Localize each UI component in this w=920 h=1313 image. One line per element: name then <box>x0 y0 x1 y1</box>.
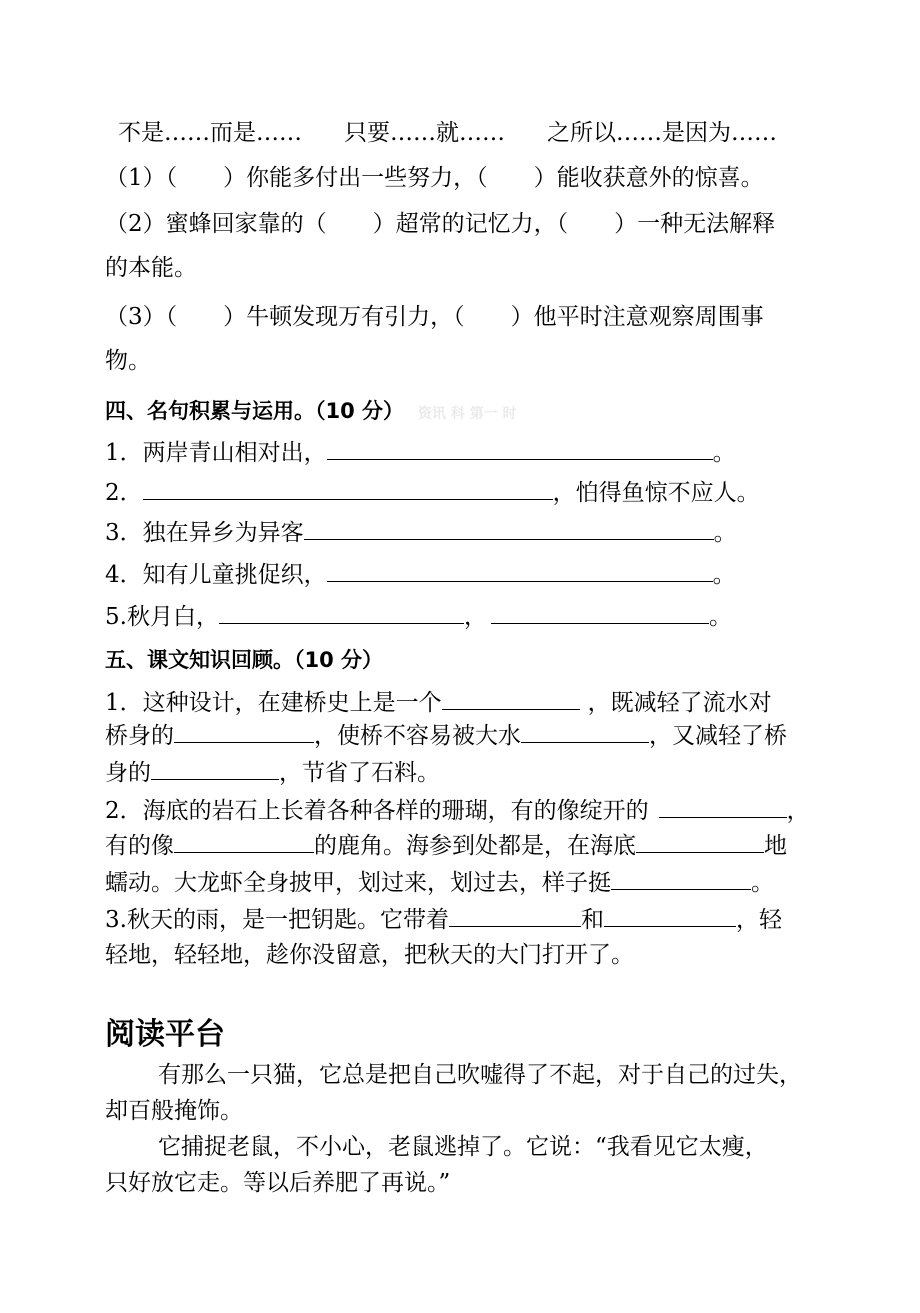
reading-paragraph-1-line-2: 却百般掩饰。 <box>105 1098 243 1124</box>
poem-item-2 <box>105 477 760 508</box>
section-heading: 四、名句积累与运用。（10 分） <box>105 399 405 423</box>
conj-question-2-cont: 的本能。 <box>105 255 197 281</box>
answer-blank[interactable] <box>174 830 314 853</box>
poem-text: 2． <box>105 480 143 506</box>
connective-option: 只要……就…… <box>344 120 505 146</box>
poem-text: 1．两岸青山相对出， <box>105 440 327 466</box>
question-text: ）一种无法解释 <box>614 211 776 237</box>
question-text: ）牛顿发现万有引力，（ <box>223 304 465 330</box>
answer-blank[interactable] <box>143 477 553 500</box>
review-text: 身的 <box>105 760 151 786</box>
review-text: ，节省了石料。 <box>279 760 440 786</box>
review-q2-line3 <box>105 867 774 898</box>
poem-text: 。 <box>712 440 736 466</box>
review-q1-line1 <box>105 687 772 718</box>
conj-question-3-cont: 物。 <box>105 348 151 374</box>
answer-blank[interactable] <box>219 601 464 624</box>
question-text: （1）（ <box>105 165 178 191</box>
review-text: 。 <box>751 870 774 896</box>
question-text: （3）（ <box>105 304 178 330</box>
review-text: 的鹿角。海参到处都是，在海底 <box>314 833 636 859</box>
poem-item-5 <box>105 601 732 632</box>
answer-blank[interactable] <box>327 437 713 460</box>
review-q1-line2 <box>105 720 787 751</box>
answer-blank[interactable] <box>659 795 787 818</box>
conj-question-2 <box>105 209 775 239</box>
answer-blank[interactable] <box>151 757 279 780</box>
answer-blank[interactable] <box>611 867 751 890</box>
answer-blank[interactable] <box>636 830 764 853</box>
conj-question-3 <box>105 302 764 332</box>
poem-text: 4．知有儿童挑促织， <box>105 562 327 588</box>
poem-item-3 <box>105 517 737 548</box>
review-q3-line1 <box>105 904 782 935</box>
question-text: （2）蜜蜂回家靠的（ <box>105 211 327 237</box>
answer-blank[interactable] <box>449 904 581 927</box>
review-text: ，既减轻了流水对 <box>587 690 772 716</box>
poem-text: 。 <box>713 520 737 546</box>
review-text: 桥身的 <box>105 723 174 749</box>
answer-blank[interactable] <box>521 720 649 743</box>
question-text: ）超常的记忆力，（ <box>372 211 569 237</box>
review-q1-line3 <box>105 757 440 788</box>
connective-option: 之所以……是因为…… <box>547 120 777 146</box>
review-q2-line2 <box>105 830 787 861</box>
review-text: 地 <box>764 833 787 859</box>
poem-text: ，怕得鱼惊不应人。 <box>552 480 760 506</box>
review-text: ， <box>786 798 810 824</box>
faint-watermark-text: 资讯 科 第一 时 <box>418 406 517 422</box>
review-text: ，又减轻了桥 <box>649 723 787 749</box>
section-4-heading <box>105 396 517 429</box>
reading-title: 阅读平台 <box>105 1017 225 1052</box>
connective-options <box>118 118 777 148</box>
question-text: ）你能多付出一些努力，（ <box>223 165 488 191</box>
review-text: ，轻 <box>735 907 782 933</box>
poem-text: ， <box>463 604 487 630</box>
poem-text: 。 <box>712 562 736 588</box>
review-text: 3.秋天的雨，是一把钥匙。它带着 <box>105 907 449 933</box>
connective-option: 不是……而是…… <box>118 120 302 146</box>
review-text: 蠕动。大龙虾全身披甲，划过来，划过去，样子挺 <box>105 870 611 896</box>
review-text: 2．海底的岩石上长着各种各样的珊瑚，有的像绽开的 <box>105 798 649 824</box>
answer-blank[interactable] <box>174 720 314 743</box>
poem-text: 3．独在异乡为异客 <box>105 520 304 546</box>
poem-text: 。 <box>708 604 732 630</box>
question-text: ）能收获意外的惊喜。 <box>533 165 764 191</box>
answer-blank[interactable] <box>442 687 580 710</box>
review-text: ，使桥不容易被大水 <box>314 723 521 749</box>
answer-blank[interactable] <box>491 601 709 624</box>
review-text: 有的像 <box>105 833 174 859</box>
answer-blank[interactable] <box>304 517 714 540</box>
answer-blank[interactable] <box>327 559 713 582</box>
poem-item-1 <box>105 437 736 468</box>
poem-item-4 <box>105 559 736 590</box>
reading-paragraph-2-line-2: 只好放它走。等以后养肥了再说。” <box>105 1170 451 1196</box>
conj-question-1 <box>105 163 764 193</box>
reading-paragraph-1-line-1: 有那么一只猫，它总是把自己吹嘘得了不起，对于自己的过失， <box>158 1062 802 1088</box>
section-5-heading: 五、课文知识回顾。（10 分） <box>105 648 384 672</box>
reading-paragraph-2-line-1: 它捕捉老鼠，不小心，老鼠逃掉了。它说：“我看见它太瘦， <box>158 1134 768 1160</box>
question-text: ）他平时注意观察周围事 <box>510 304 764 330</box>
review-q2-line1 <box>105 795 810 826</box>
review-q3-line2: 轻地，轻轻地，趁你没留意，把秋天的大门打开了。 <box>105 942 634 968</box>
review-text: 和 <box>580 907 604 933</box>
review-text: 1．这种设计，在建桥史上是一个 <box>105 690 442 716</box>
answer-blank[interactable] <box>604 904 736 927</box>
poem-text: 5.秋月白， <box>105 604 219 630</box>
